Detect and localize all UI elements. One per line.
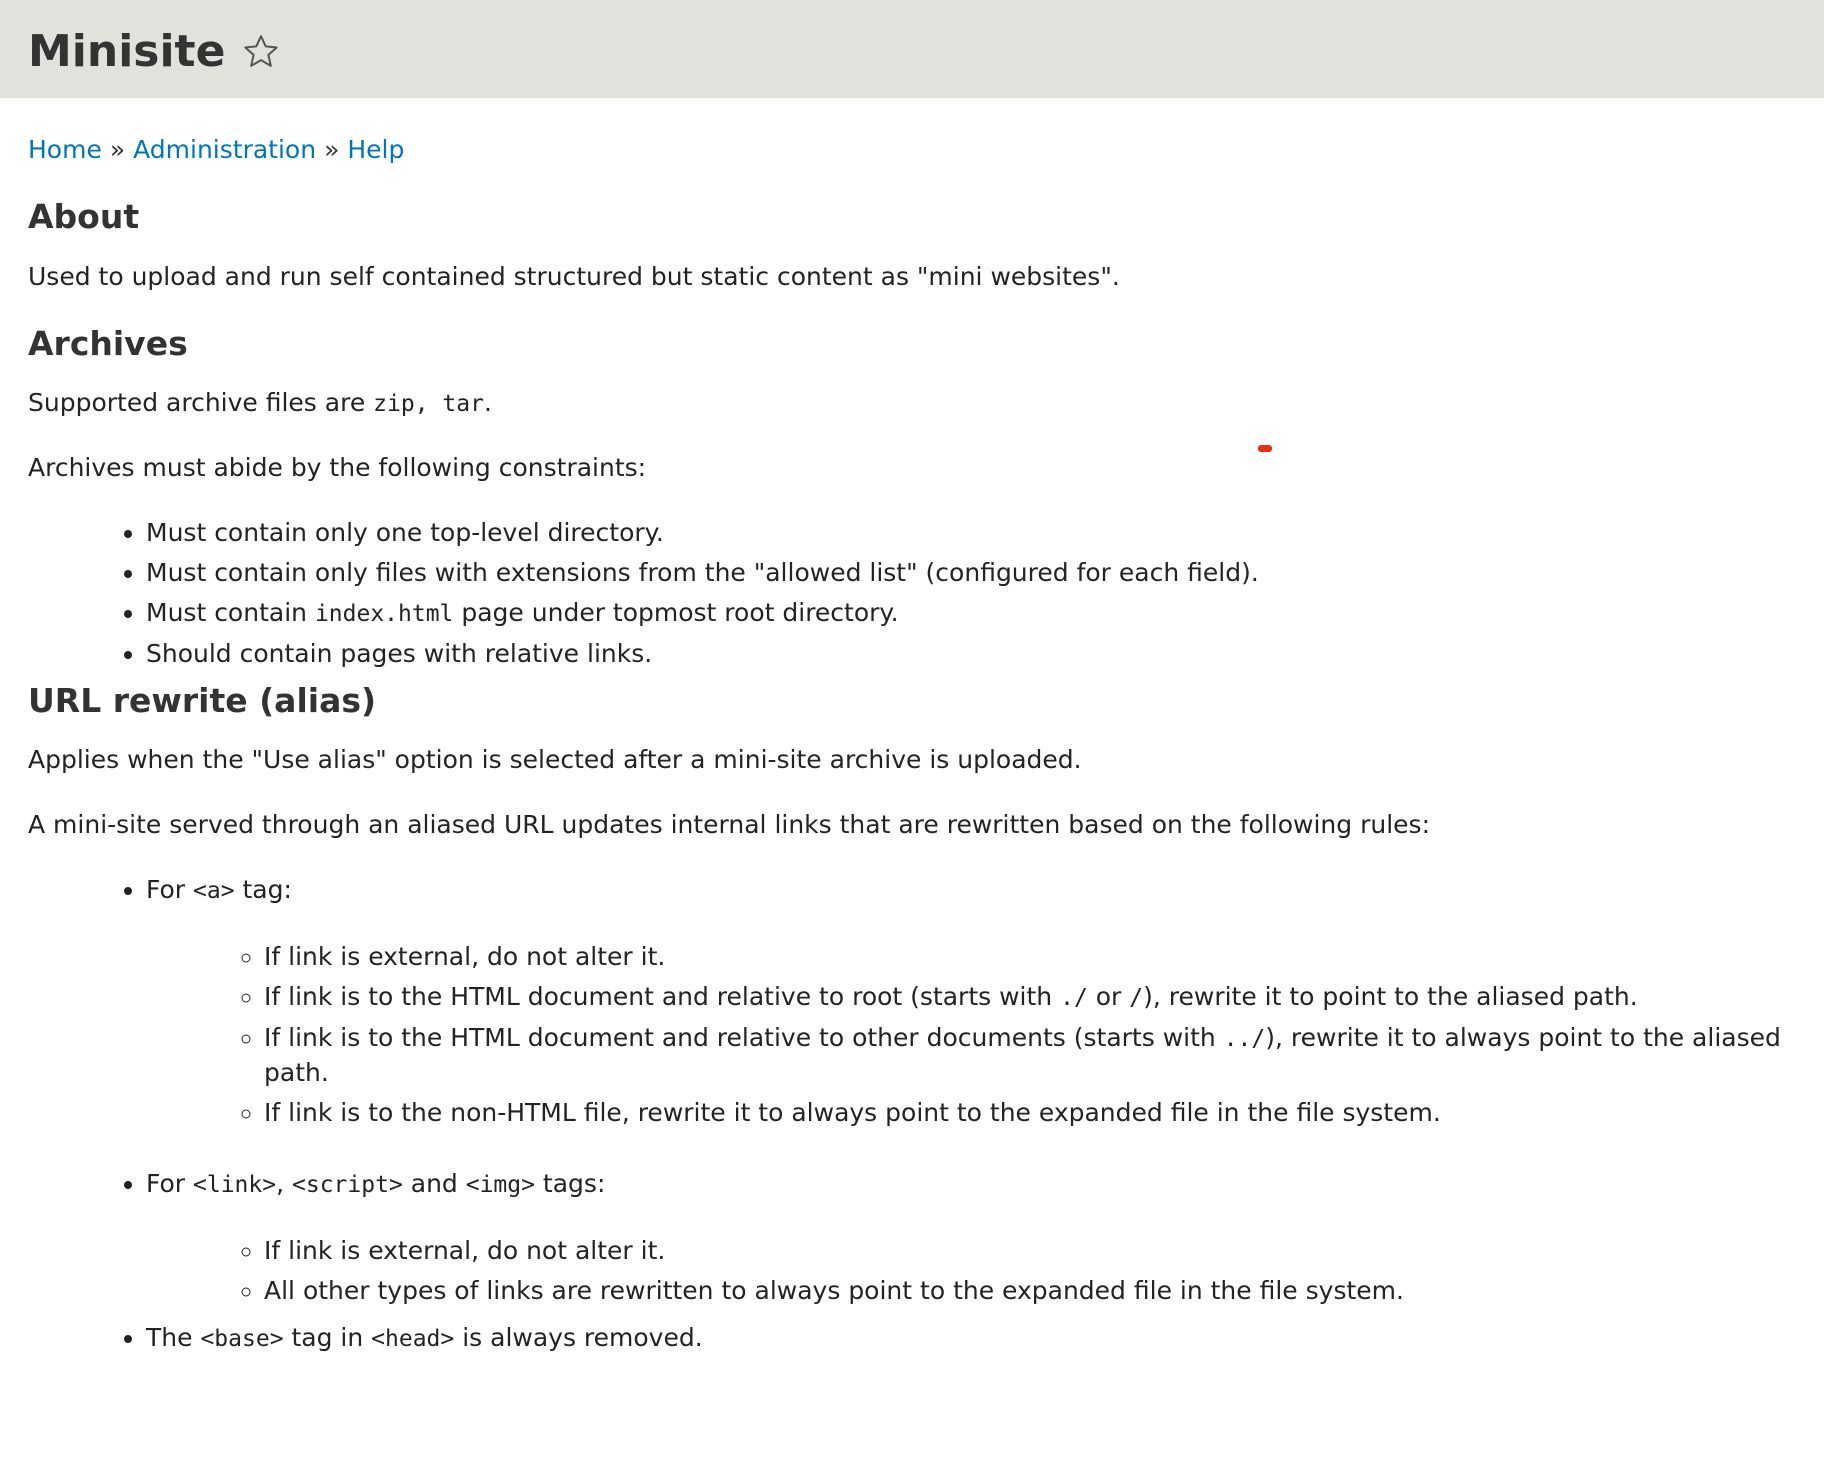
url-rewrite-p1: Applies when the "Use alias" option is selected after a mini-site archive is uploaded. [28,745,1082,775]
text-fragment: page under topmost root directory. [453,598,899,628]
breadcrumb-help-link[interactable]: Help [347,135,405,164]
text-fragment: . [483,388,492,418]
list-item: • Must contain only one top-level directory. [146,515,1808,550]
text-fragment: or [1087,982,1130,1012]
page-title-row [28,28,281,76]
rewrite-rules-list [28,872,1808,1355]
list-item [146,1320,1808,1355]
text-fragment: Must contain [146,598,315,628]
a-tag-rules-list [146,939,1808,1129]
parent-relative-code: ../ [1223,1025,1266,1052]
root-relative-code: ./ [1060,985,1088,1012]
text-fragment: is always removed. [454,1322,703,1352]
breadcrumb-separator: » [324,135,340,164]
list-item: • Must contain only files with extensions from the "allowed list" (configured for each field). [146,555,1808,590]
link-tag-code: <link> [193,1171,277,1198]
script-tag-code: <script> [292,1171,403,1198]
img-tag-code: <img> [465,1171,535,1198]
list-item: ◦ If link is external, do not alter it. [264,939,1808,974]
star-outline-icon[interactable] [241,32,281,72]
breadcrumb-separator: » [109,135,126,164]
other-tags-rules-list [146,1233,1808,1308]
text-fragment: For [146,875,194,905]
page-header [0,0,1824,98]
list-item [264,979,1808,1014]
list-item: ◦ If link is external, do not alter it. [264,1233,1808,1268]
list-item: • Should contain pages with relative links. [146,636,1808,671]
text-fragment: If link is to the HTML document and relative to root (starts with [264,982,1061,1012]
url-rewrite-heading: URL rewrite (alias) [28,680,377,720]
archives-supported-text [28,385,1808,420]
breadcrumb-administration-link[interactable]: Administration [133,135,317,164]
text-fragment: tag in [283,1322,372,1352]
a-tag-code: <a> [193,878,235,905]
text-fragment: Supported archive files are [28,388,374,418]
text-fragment: For [146,1168,194,1198]
supported-formats-code: zip, tar [373,391,484,418]
archives-constraints-intro: Archives must abide by the following constraints: [28,453,647,483]
list-item [264,1020,1808,1090]
text-fragment: , [276,1168,293,1198]
archives-constraints-list [28,515,1808,670]
text-fragment: The [146,1322,201,1352]
archives-heading: Archives [28,323,188,363]
index-html-code: index.html [314,601,454,628]
about-text: Used to upload and run self contained structured but static content as "mini websites". [28,261,1120,291]
url-rewrite-p2: A mini-site served through an aliased URL updates internal links that are rewritten based on the following rules: [28,810,1430,840]
list-item: ◦ If link is to the non-HTML file, rewrite it to always point to the expanded file in the file system. [264,1095,1808,1130]
text-fragment: tag: [234,875,292,905]
main-content [28,132,1808,1365]
text-fragment: ), rewrite it to always point to the aliased path. [264,1022,1781,1087]
about-heading: About [28,197,140,236]
head-tag-code: <head> [371,1325,455,1352]
breadcrumb [28,132,1808,167]
text-fragment: ), rewrite it to point to the aliased path. [1143,982,1638,1012]
base-tag-code: <base> [200,1325,284,1352]
cursor-marker [1258,445,1272,452]
text-fragment: and [402,1168,466,1198]
page-title: Minisite [28,26,226,77]
list-item [146,872,1808,1130]
breadcrumb-home-link[interactable]: Home [28,135,102,164]
text-fragment: tags: [534,1168,606,1198]
list-item: ◦ All other types of links are rewritten to always point to the expanded file in the file system. [264,1273,1808,1308]
list-item [146,595,1808,630]
text-fragment: If link is to the HTML document and relative to other documents (starts with [264,1022,1224,1052]
slash-code: / [1129,985,1144,1012]
list-item [146,1166,1808,1308]
